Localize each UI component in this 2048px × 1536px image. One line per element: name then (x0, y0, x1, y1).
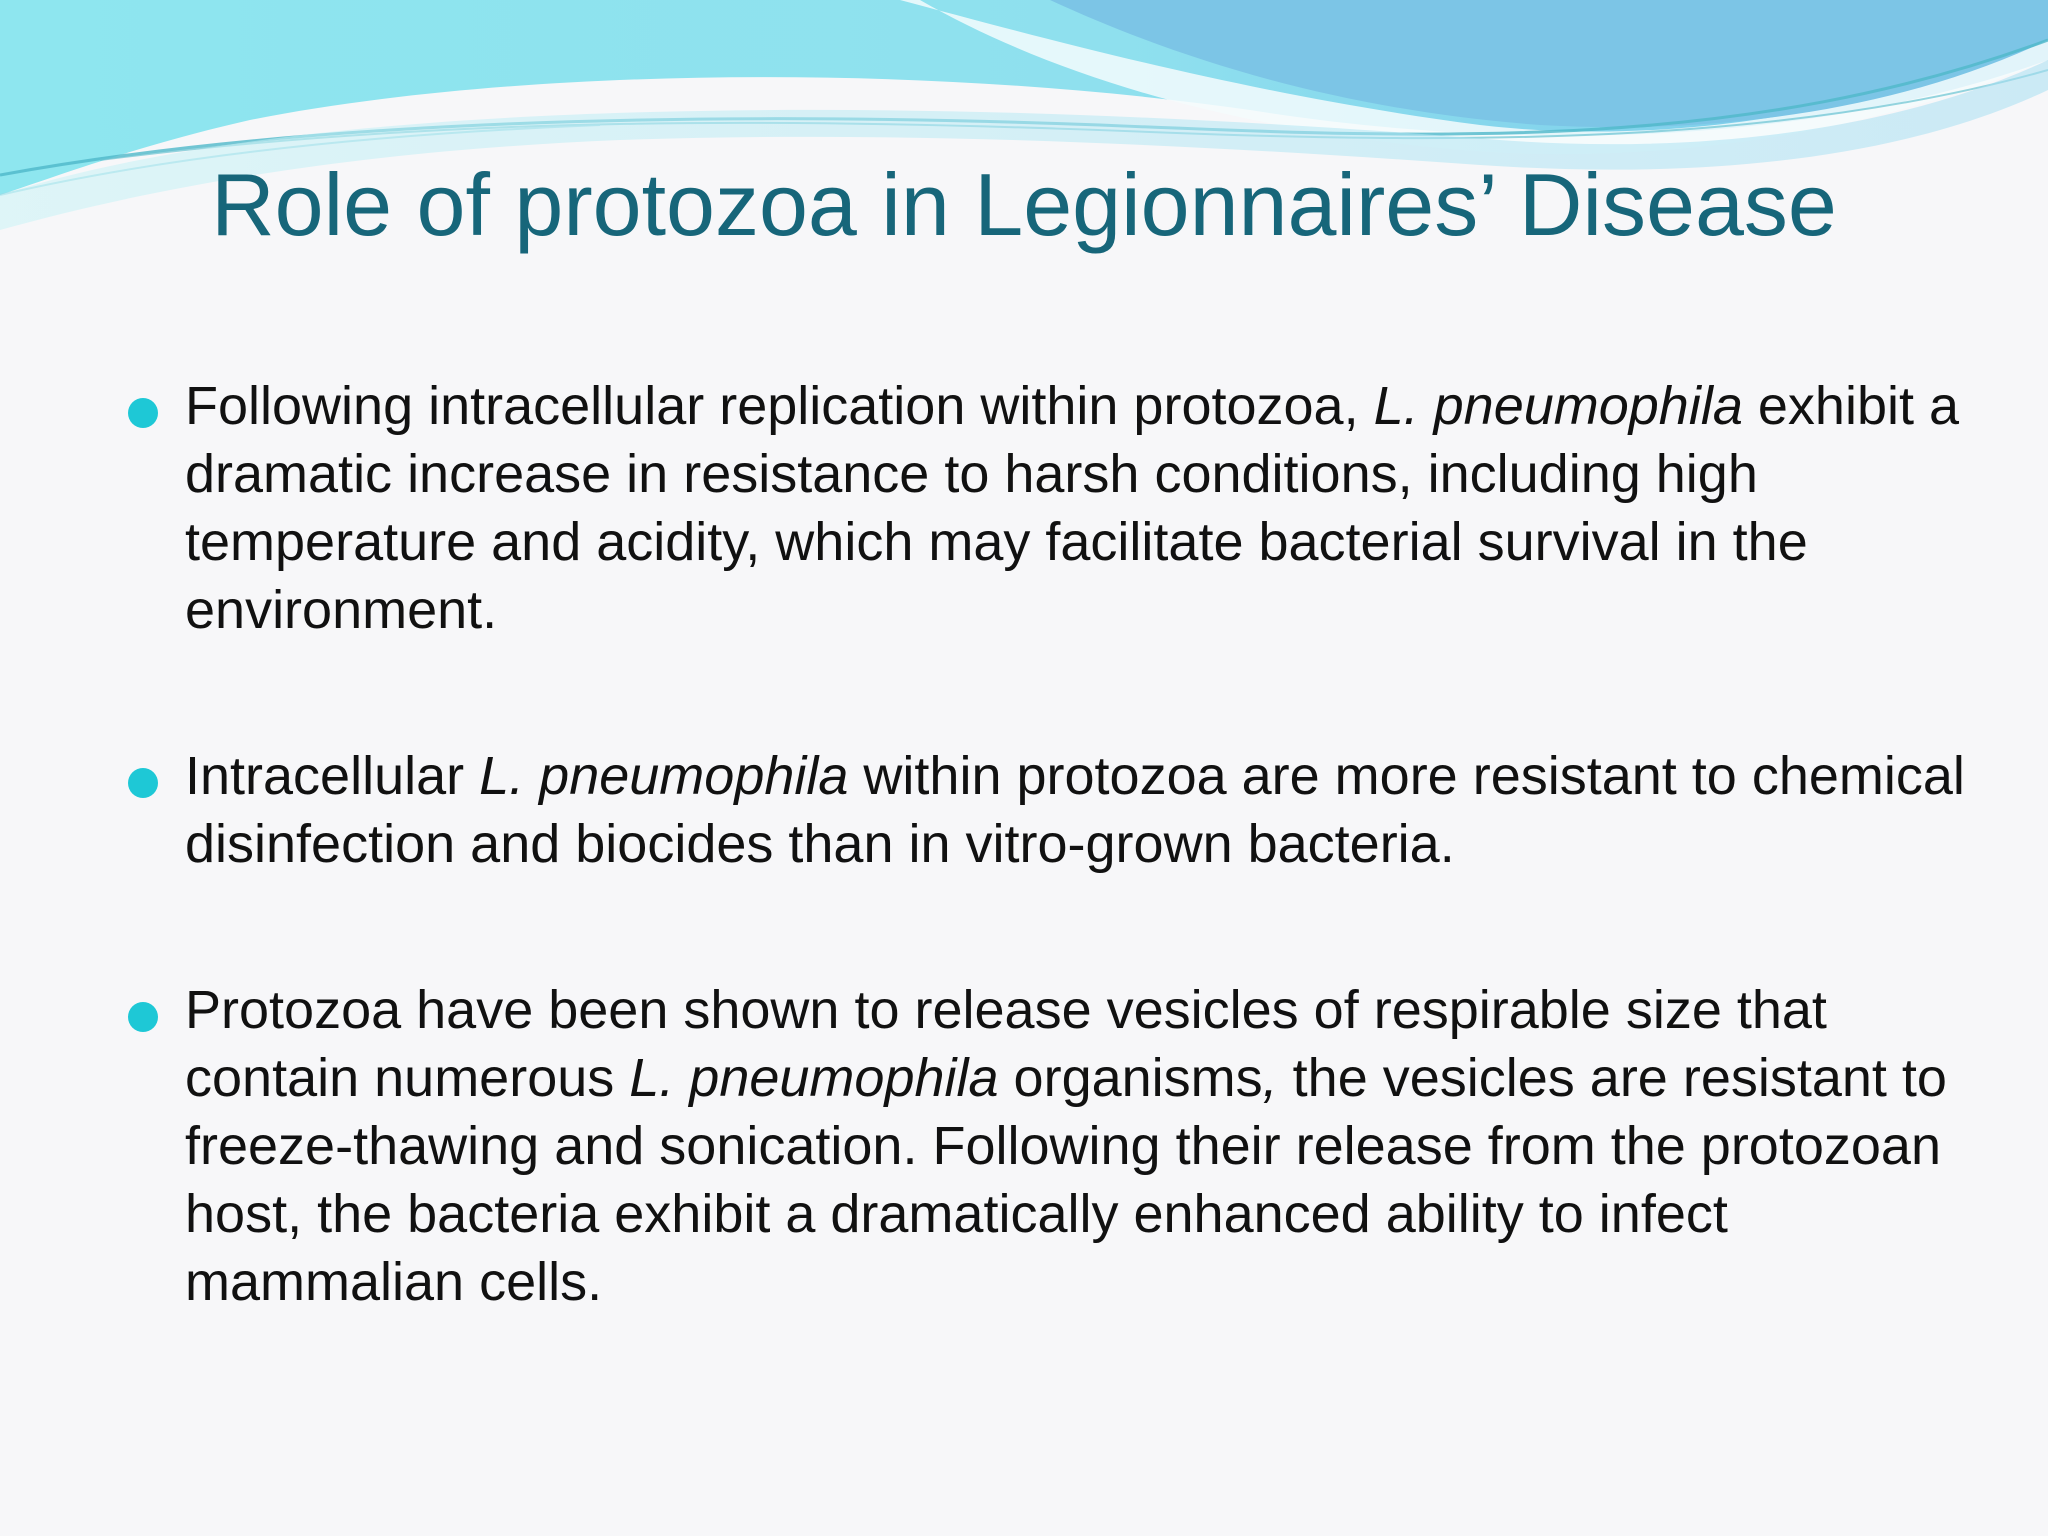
bullet-text-part: Protozoa have been shown to release vesicles of respirable size that contain numerous (185, 980, 1827, 1108)
species-name-italic: L. pneumophila (629, 1048, 999, 1108)
bullet-text-part: exhibit a dramatic increase in resistance to harsh conditions, including high temperature and acidity, which may facilitate bacterial survival in the environment. (185, 376, 1960, 640)
bullet-text (185, 976, 1975, 1316)
slide-title: Role of protozoa in Legionnaires’ Disease (211, 155, 1837, 254)
bullet-icon (128, 768, 158, 798)
bullet-text (185, 372, 1975, 644)
species-name-italic: L. pneumophila (1373, 376, 1743, 436)
bullet-icon (128, 1002, 158, 1032)
bullet-text-part: Intracellular (185, 746, 480, 806)
species-name-italic: L. pneumophila (479, 746, 849, 806)
bullet-text-part: organisms (998, 1048, 1263, 1108)
bullet-text-part: the vesicles are resistant to freeze-thawing and sonication. Following their release from the protozoan host, the bacteria exhibit a dramatically enhanced ability to infect mammalian cells. (185, 1048, 1947, 1312)
bullet-text-part: Following intracellular replication within protozoa, (185, 376, 1374, 436)
bullet-text-part: within protozoa are more resistant to chemical disinfection and biocides than in vitro-grown bacteria. (185, 746, 1965, 874)
bullet-icon (128, 398, 158, 428)
bullet-text (185, 742, 1975, 878)
comma-italic: , (1262, 1048, 1278, 1108)
